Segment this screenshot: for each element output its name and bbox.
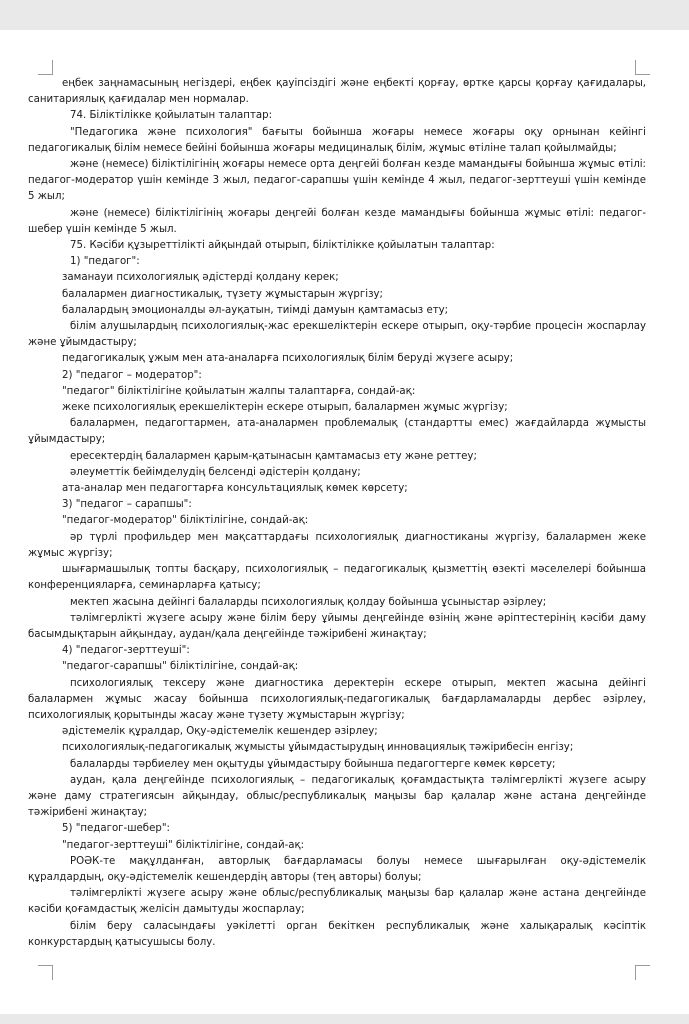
list-item: балаларды тәрбиелеу мен оқытуды ұйымдастыру бойынша педагогтерге көмек көрсету; — [70, 758, 556, 770]
document-page — [0, 30, 689, 1014]
list-item: шығармашылық топты басқару, психологиялық – педагогикалық қызметтің өзекті мәселелері бойынша конференцияларға, семинарларға қатысу; — [28, 564, 646, 592]
paragraph: және (немесе) біліктілігінің жоғары деңгейі болған кезде мамандығы бойынша жұмыс өтілі: педагог-шебер үшін кемінде 5 жыл. — [28, 207, 646, 235]
list-item: "педагог" біліктілігіне қойылатын жалпы талаптарға, сондай-ақ: — [62, 385, 416, 397]
list-item: балалармен, педагогтармен, ата-аналармен проблемалық (стандартты емес) жағдайларда жұмысты ұйымдастыру; — [28, 418, 646, 446]
list-heading: 1) "педагог": — [70, 256, 140, 268]
list-item: балалардың эмоционалды әл-ауқатын, тиімді дамуын қамтамасыз ету; — [62, 304, 449, 316]
list-item: білім алушылардың психологиялық-жас ерекшеліктерін ескере отырып, оқу-тәрбие процесін жоспарлау және ұйымдастыру; — [28, 321, 646, 349]
list-item: әдістемелік құралдар, Оқу-әдістемелік кешендер әзірлеу; — [62, 726, 378, 738]
crop-mark-bottom-left — [38, 965, 53, 980]
crop-mark-top-left — [38, 60, 53, 75]
list-item: әр түрлі профильдер мен мақсаттардағы психологиялық диагностиканы жүргізу, балалармен жеке жұмыс жүргізу; — [28, 531, 646, 559]
list-item: тәлімгерлікті жүзеге асыру және білім беру ұйымы деңгейінде өзінің және әріптестерінің кәсіби даму басымдықтарын айқындау, аудан/қала деңгейінде тәжірибені жинақтау; — [28, 612, 646, 640]
list-item: "педагог-сарапшы" біліктілігіне, сондай-ақ: — [62, 661, 299, 673]
list-item: "педагог-модератор" біліктілігіне, сондай-ақ: — [62, 515, 309, 527]
list-item: психологиялық тексеру және диагностика деректерін ескере отырып, мектеп жасына дейінгі балалармен жұмыс жасау бойынша психологиялық-педагогикалық бағдарламаларды дербес әзірлеу, психологиялық қорытынды жасау және түзету жұмыстарын жүргізу; — [28, 677, 646, 721]
list-heading: 3) "педагог – сарапшы": — [62, 499, 192, 511]
list-item: мектеп жасына дейінгі балаларды психологиялық қолдау бойынша ұсыныстар әзірлеу; — [70, 596, 547, 608]
list-item: ересектердің балалармен қарым-қатынасын қамтамасыз ету және реттеу; — [70, 450, 477, 462]
list-item: ата-аналар мен педагогтарға консультациялық көмек көрсету; — [62, 483, 408, 495]
list-item: заманауи психологиялық әдістерді қолдану керек; — [62, 272, 339, 284]
list-heading: 4) "педагог-зерттеуші": — [62, 645, 190, 657]
list-item: РОӘК-те мақұлданған, авторлық бағдарламасы болуы немесе шығарылған оқу-әдістемелік құралдардың, оқу-әдістемелік кешендердің авторы (тең авторы) болуы; — [28, 855, 646, 883]
crop-mark-bottom-right — [635, 965, 650, 980]
list-item: білім беру саласындағы уәкілетті орган бекіткен республикалық және халықаралық кәсіптік конкурстардың қатысушысы болу. — [28, 920, 646, 948]
list-item: "педагог-зерттеуші" біліктілігіне, сондай-ақ: — [62, 839, 305, 851]
list-item: балалармен диагностикалық, түзету жұмыстарын жүргізу; — [62, 288, 383, 300]
document-body — [28, 76, 646, 951]
list-item: психологиялық-педагогикалық жұмысты ұйымдастырудың инновациялық тәжірибесін енгізу; — [62, 742, 574, 754]
paragraph: еңбек заңнамасының негіздері, еңбек қауіпсіздігі және еңбекті қорғау, өртке қарсы қорғау қағидалары, санитариялық қағидалар мен нормалар. — [28, 78, 646, 106]
list-item: әлеуметтік бейімделудің белсенді әдістерін қолдану; — [70, 466, 361, 478]
list-item: тәлімгерлікті жүзеге асыру және облыс/республикалық маңызы бар қалалар және астана деңгейінде кәсіби қоғамдастық желісін дамытуды жоспарлау; — [28, 888, 646, 916]
paragraph: 74. Біліктілікке қойылатын талаптар: — [70, 110, 273, 122]
list-heading: 2) "педагог – модератор": — [62, 369, 202, 381]
list-item: аудан, қала деңгейінде психологиялық – педагогикалық қоғамдастықта тәлімгерлікті жүзеге асыру және даму стратегиясын айқындау, облыс/республикалық маңызы бар қалалар және астана деңгейінде тәжірибені жинақтау; — [28, 774, 646, 819]
paragraph: "Педагогика және психология" бағыты бойынша жоғары немесе жоғары оқу орнынан кейінгі педагогикалық білім немесе бейіні бойынша жоғары медициналық білім, жұмыс өтіліне талап қойылмайды; — [28, 126, 646, 154]
list-heading: 5) "педагог-шебер": — [62, 823, 170, 835]
list-item: педагогикалық ұжым мен ата-аналарға психологиялық білім беруді жүзеге асыру; — [62, 353, 514, 365]
paragraph: 75. Кәсіби құзыреттілікті айқындай отырып, біліктілікке қойылатын талаптар: — [70, 240, 495, 252]
crop-mark-top-right — [635, 60, 650, 75]
paragraph: және (немесе) біліктілігінің жоғары немесе орта деңгейі болған кезде мамандығы бойынша жұмыс өтілі: педагог-модератор үшін кемінде 3 жыл, педагог-сарапшы үшін кемінде 4 жыл, педагог-зерттеуші үшін кемінде 5 жыл; — [28, 159, 646, 203]
list-item: жеке психологиялық ерекшеліктерін ескере отырып, балалармен жұмыс жүргізу; — [62, 402, 508, 414]
